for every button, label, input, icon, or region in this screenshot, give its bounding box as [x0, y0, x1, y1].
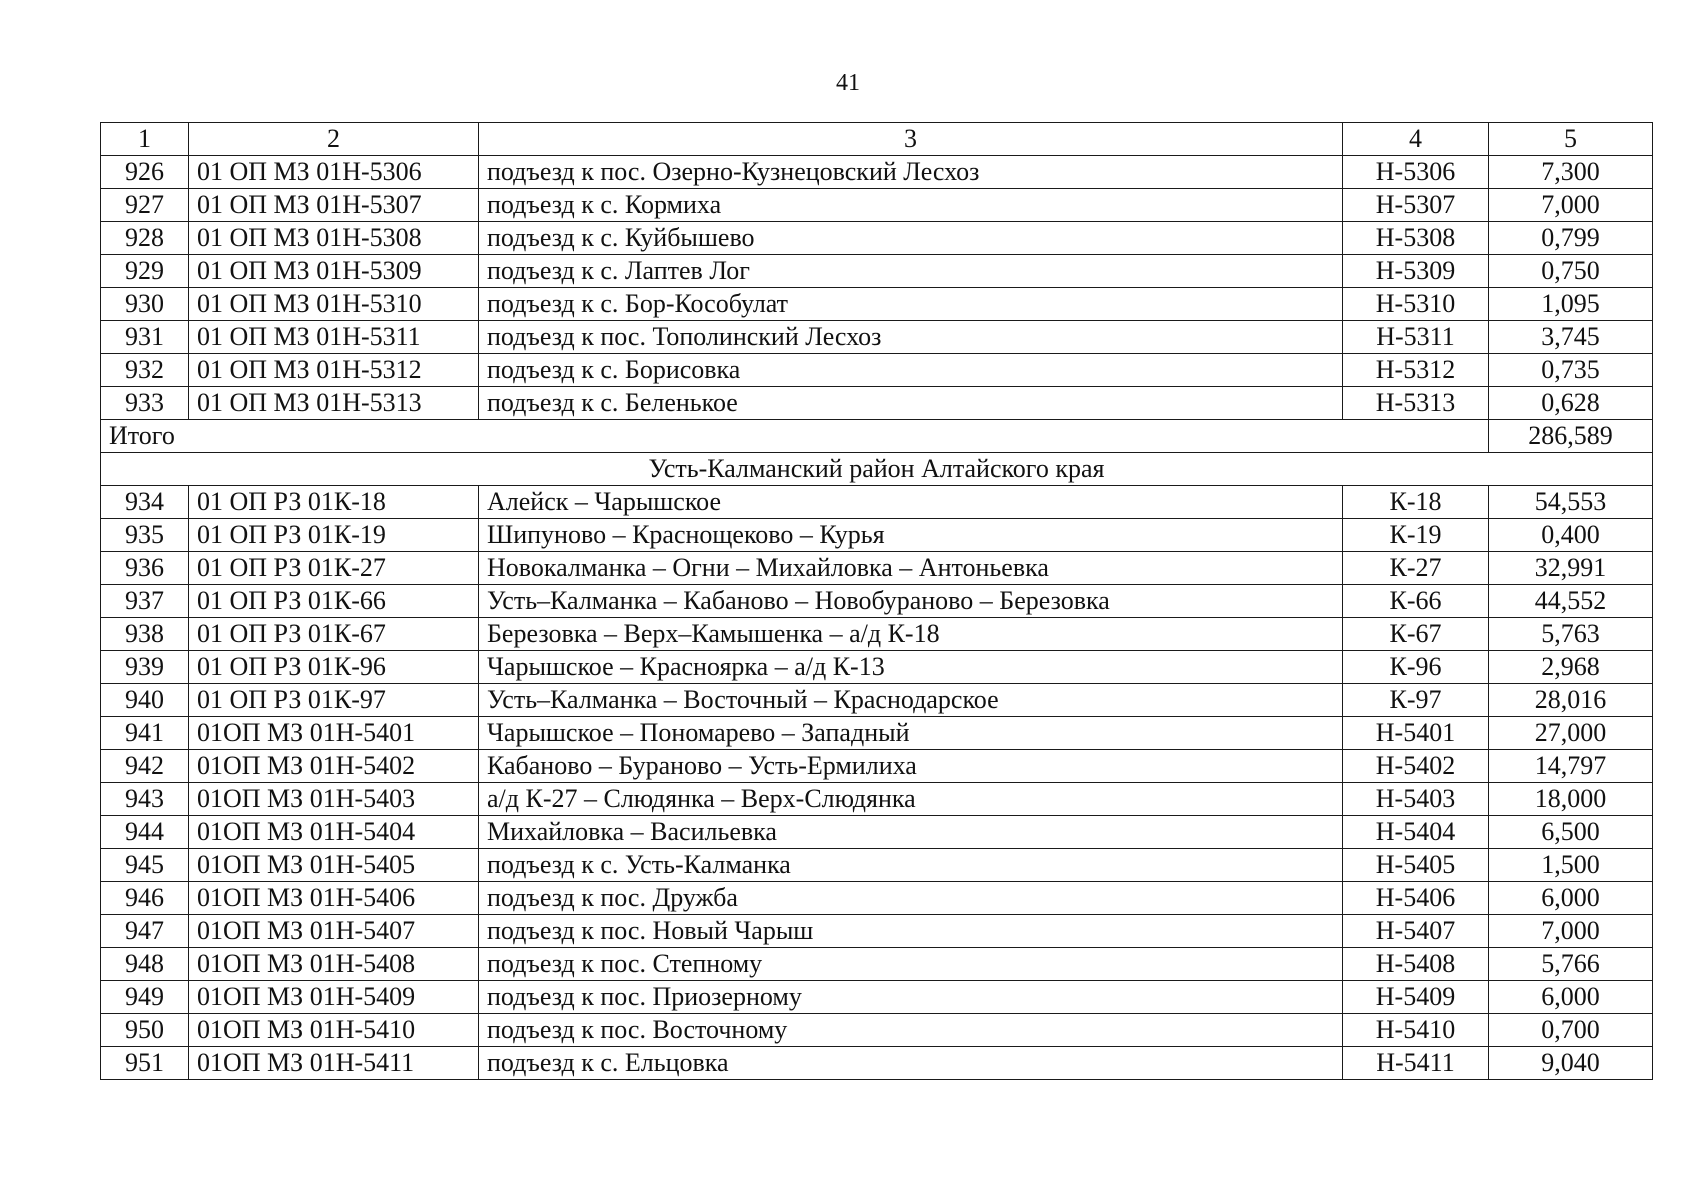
row-number-cell: 937: [101, 585, 189, 618]
road-name-cell: Березовка – Верх–Камышенка – а/д К-18: [479, 618, 1343, 651]
road-id-cell: 01ОП МЗ 01Н-5410: [189, 1014, 479, 1047]
road-id-cell: 01 ОП РЗ 01К-27: [189, 552, 479, 585]
road-id-cell: 01 ОП МЗ 01Н-5311: [189, 321, 479, 354]
road-code-cell: Н-5402: [1343, 750, 1489, 783]
table-row: [101, 552, 1653, 585]
table-row: [101, 189, 1653, 222]
road-code-cell: Н-5407: [1343, 915, 1489, 948]
road-code-cell: Н-5406: [1343, 882, 1489, 915]
road-name-cell: подъезд к пос. Озерно-Кузнецовский Лесхоз: [479, 156, 1343, 189]
road-id-cell: 01 ОП РЗ 01К-96: [189, 651, 479, 684]
road-length-cell: 9,040: [1489, 1047, 1653, 1080]
road-id-cell: 01 ОП МЗ 01Н-5312: [189, 354, 479, 387]
page-number: 41: [836, 70, 860, 96]
section-title-row: [101, 453, 1653, 486]
table-row: [101, 585, 1653, 618]
road-code-cell: Н-5405: [1343, 849, 1489, 882]
road-name-cell: подъезд к пос. Восточному: [479, 1014, 1343, 1047]
road-id-cell: 01 ОП МЗ 01Н-5310: [189, 288, 479, 321]
road-code-cell: К-19: [1343, 519, 1489, 552]
road-name-cell: Михайловка – Васильевка: [479, 816, 1343, 849]
road-code-cell: К-27: [1343, 552, 1489, 585]
table-row: [101, 1047, 1653, 1080]
road-name-cell: Новокалманка – Огни – Михайловка – Антоньевка: [479, 552, 1343, 585]
column-header-4: 4: [1343, 123, 1489, 156]
row-number-cell: 932: [101, 354, 189, 387]
road-code-cell: Н-5312: [1343, 354, 1489, 387]
road-length-cell: 0,400: [1489, 519, 1653, 552]
road-name-cell: Усть–Калманка – Восточный – Краснодарское: [479, 684, 1343, 717]
row-number-cell: 940: [101, 684, 189, 717]
table-row: [101, 288, 1653, 321]
row-number-cell: 951: [101, 1047, 189, 1080]
table-row: [101, 684, 1653, 717]
road-id-cell: 01ОП МЗ 01Н-5401: [189, 717, 479, 750]
road-code-cell: Н-5307: [1343, 189, 1489, 222]
road-name-cell: Алейск – Чарышское: [479, 486, 1343, 519]
road-id-cell: 01 ОП РЗ 01К-97: [189, 684, 479, 717]
road-name-cell: подъезд к пос. Новый Чарыш: [479, 915, 1343, 948]
road-code-cell: К-96: [1343, 651, 1489, 684]
road-name-cell: а/д К-27 – Слюдянка – Верх-Слюдянка: [479, 783, 1343, 816]
road-length-cell: 18,000: [1489, 783, 1653, 816]
total-value: 286,589: [1489, 420, 1653, 453]
table-row: [101, 816, 1653, 849]
road-id-cell: 01ОП МЗ 01Н-5405: [189, 849, 479, 882]
road-name-cell: Шипуново – Краснощеково – Курья: [479, 519, 1343, 552]
road-length-cell: 28,016: [1489, 684, 1653, 717]
row-number-cell: 949: [101, 981, 189, 1014]
row-number-cell: 945: [101, 849, 189, 882]
road-code-cell: К-67: [1343, 618, 1489, 651]
table-row: [101, 750, 1653, 783]
row-number-cell: 942: [101, 750, 189, 783]
row-number-cell: 936: [101, 552, 189, 585]
road-code-cell: Н-5401: [1343, 717, 1489, 750]
road-id-cell: 01ОП МЗ 01Н-5406: [189, 882, 479, 915]
total-row: [101, 420, 1653, 453]
road-length-cell: 2,968: [1489, 651, 1653, 684]
row-number-cell: 939: [101, 651, 189, 684]
road-name-cell: Чарышское – Красноярка – а/д К-13: [479, 651, 1343, 684]
road-code-cell: К-18: [1343, 486, 1489, 519]
road-name-cell: подъезд к пос. Степному: [479, 948, 1343, 981]
row-number-cell: 927: [101, 189, 189, 222]
column-number-row: [101, 123, 1653, 156]
table-row: [101, 717, 1653, 750]
road-id-cell: 01 ОП МЗ 01Н-5309: [189, 255, 479, 288]
row-number-cell: 944: [101, 816, 189, 849]
road-code-cell: Н-5309: [1343, 255, 1489, 288]
road-name-cell: подъезд к с. Кормиха: [479, 189, 1343, 222]
road-code-cell: Н-5408: [1343, 948, 1489, 981]
road-code-cell: Н-5306: [1343, 156, 1489, 189]
section-title: Усть-Калманский район Алтайского края: [101, 453, 1653, 486]
road-length-cell: 0,700: [1489, 1014, 1653, 1047]
road-length-cell: 7,000: [1489, 915, 1653, 948]
road-id-cell: 01 ОП РЗ 01К-67: [189, 618, 479, 651]
road-length-cell: 6,000: [1489, 882, 1653, 915]
road-code-cell: Н-5311: [1343, 321, 1489, 354]
road-length-cell: 0,735: [1489, 354, 1653, 387]
road-length-cell: 5,763: [1489, 618, 1653, 651]
road-length-cell: 27,000: [1489, 717, 1653, 750]
row-number-cell: 941: [101, 717, 189, 750]
table-row: [101, 783, 1653, 816]
road-name-cell: Чарышское – Пономарево – Западный: [479, 717, 1343, 750]
road-name-cell: подъезд к с. Борисовка: [479, 354, 1343, 387]
road-name-cell: подъезд к пос. Дружба: [479, 882, 1343, 915]
table-row: [101, 387, 1653, 420]
road-code-cell: К-66: [1343, 585, 1489, 618]
road-id-cell: 01ОП МЗ 01Н-5411: [189, 1047, 479, 1080]
table-row: [101, 948, 1653, 981]
row-number-cell: 933: [101, 387, 189, 420]
road-name-cell: подъезд к пос. Приозерному: [479, 981, 1343, 1014]
road-id-cell: 01ОП МЗ 01Н-5403: [189, 783, 479, 816]
road-length-cell: 32,991: [1489, 552, 1653, 585]
road-code-cell: Н-5313: [1343, 387, 1489, 420]
road-length-cell: 7,300: [1489, 156, 1653, 189]
table-row: [101, 882, 1653, 915]
road-id-cell: 01 ОП РЗ 01К-66: [189, 585, 479, 618]
table-row: [101, 222, 1653, 255]
road-id-cell: 01ОП МЗ 01Н-5408: [189, 948, 479, 981]
row-number-cell: 934: [101, 486, 189, 519]
row-number-cell: 930: [101, 288, 189, 321]
road-name-cell: Усть–Калманка – Кабаново – Новобураново – Березовка: [479, 585, 1343, 618]
road-id-cell: 01 ОП МЗ 01Н-5306: [189, 156, 479, 189]
road-length-cell: 5,766: [1489, 948, 1653, 981]
road-name-cell: подъезд к с. Куйбышево: [479, 222, 1343, 255]
road-length-cell: 7,000: [1489, 189, 1653, 222]
road-length-cell: 0,750: [1489, 255, 1653, 288]
table-row: [101, 255, 1653, 288]
road-length-cell: 54,553: [1489, 486, 1653, 519]
road-id-cell: 01ОП МЗ 01Н-5402: [189, 750, 479, 783]
row-number-cell: 929: [101, 255, 189, 288]
table-row: [101, 915, 1653, 948]
column-header-2: 2: [189, 123, 479, 156]
road-code-cell: Н-5308: [1343, 222, 1489, 255]
row-number-cell: 948: [101, 948, 189, 981]
road-code-cell: Н-5403: [1343, 783, 1489, 816]
road-id-cell: 01 ОП МЗ 01Н-5307: [189, 189, 479, 222]
road-name-cell: подъезд к с. Лаптев Лог: [479, 255, 1343, 288]
table-row: [101, 618, 1653, 651]
road-name-cell: подъезд к пос. Тополинский Лесхоз: [479, 321, 1343, 354]
road-code-cell: Н-5411: [1343, 1047, 1489, 1080]
total-label: Итого: [101, 420, 1489, 453]
road-code-cell: К-97: [1343, 684, 1489, 717]
road-code-cell: Н-5310: [1343, 288, 1489, 321]
row-number-cell: 947: [101, 915, 189, 948]
table-row: [101, 156, 1653, 189]
road-id-cell: 01 ОП РЗ 01К-18: [189, 486, 479, 519]
road-code-cell: Н-5410: [1343, 1014, 1489, 1047]
table-row: [101, 519, 1653, 552]
roads-table: [100, 122, 1653, 1080]
table-row: [101, 651, 1653, 684]
road-name-cell: подъезд к с. Ельцовка: [479, 1047, 1343, 1080]
table-row: [101, 1014, 1653, 1047]
road-id-cell: 01ОП МЗ 01Н-5409: [189, 981, 479, 1014]
row-number-cell: 926: [101, 156, 189, 189]
column-header-1: 1: [101, 123, 189, 156]
roads-table-body: [101, 123, 1653, 1080]
road-id-cell: 01 ОП РЗ 01К-19: [189, 519, 479, 552]
road-name-cell: подъезд к с. Беленькое: [479, 387, 1343, 420]
road-length-cell: 6,000: [1489, 981, 1653, 1014]
row-number-cell: 943: [101, 783, 189, 816]
row-number-cell: 931: [101, 321, 189, 354]
table-row: [101, 321, 1653, 354]
road-id-cell: 01ОП МЗ 01Н-5404: [189, 816, 479, 849]
road-length-cell: 1,095: [1489, 288, 1653, 321]
row-number-cell: 938: [101, 618, 189, 651]
road-length-cell: 3,745: [1489, 321, 1653, 354]
road-length-cell: 1,500: [1489, 849, 1653, 882]
row-number-cell: 946: [101, 882, 189, 915]
road-name-cell: подъезд к с. Усть-Калманка: [479, 849, 1343, 882]
road-name-cell: Кабаново – Бураново – Усть-Ермилиха: [479, 750, 1343, 783]
road-code-cell: Н-5404: [1343, 816, 1489, 849]
table-row: [101, 486, 1653, 519]
road-length-cell: 14,797: [1489, 750, 1653, 783]
road-name-cell: подъезд к с. Бор-Кособулат: [479, 288, 1343, 321]
row-number-cell: 950: [101, 1014, 189, 1047]
road-length-cell: 0,628: [1489, 387, 1653, 420]
road-id-cell: 01ОП МЗ 01Н-5407: [189, 915, 479, 948]
column-header-3: 3: [479, 123, 1343, 156]
row-number-cell: 935: [101, 519, 189, 552]
table-row: [101, 354, 1653, 387]
column-header-5: 5: [1489, 123, 1653, 156]
table-row: [101, 981, 1653, 1014]
road-code-cell: Н-5409: [1343, 981, 1489, 1014]
road-length-cell: 0,799: [1489, 222, 1653, 255]
table-row: [101, 849, 1653, 882]
row-number-cell: 928: [101, 222, 189, 255]
road-id-cell: 01 ОП МЗ 01Н-5308: [189, 222, 479, 255]
road-id-cell: 01 ОП МЗ 01Н-5313: [189, 387, 479, 420]
road-length-cell: 44,552: [1489, 585, 1653, 618]
road-length-cell: 6,500: [1489, 816, 1653, 849]
